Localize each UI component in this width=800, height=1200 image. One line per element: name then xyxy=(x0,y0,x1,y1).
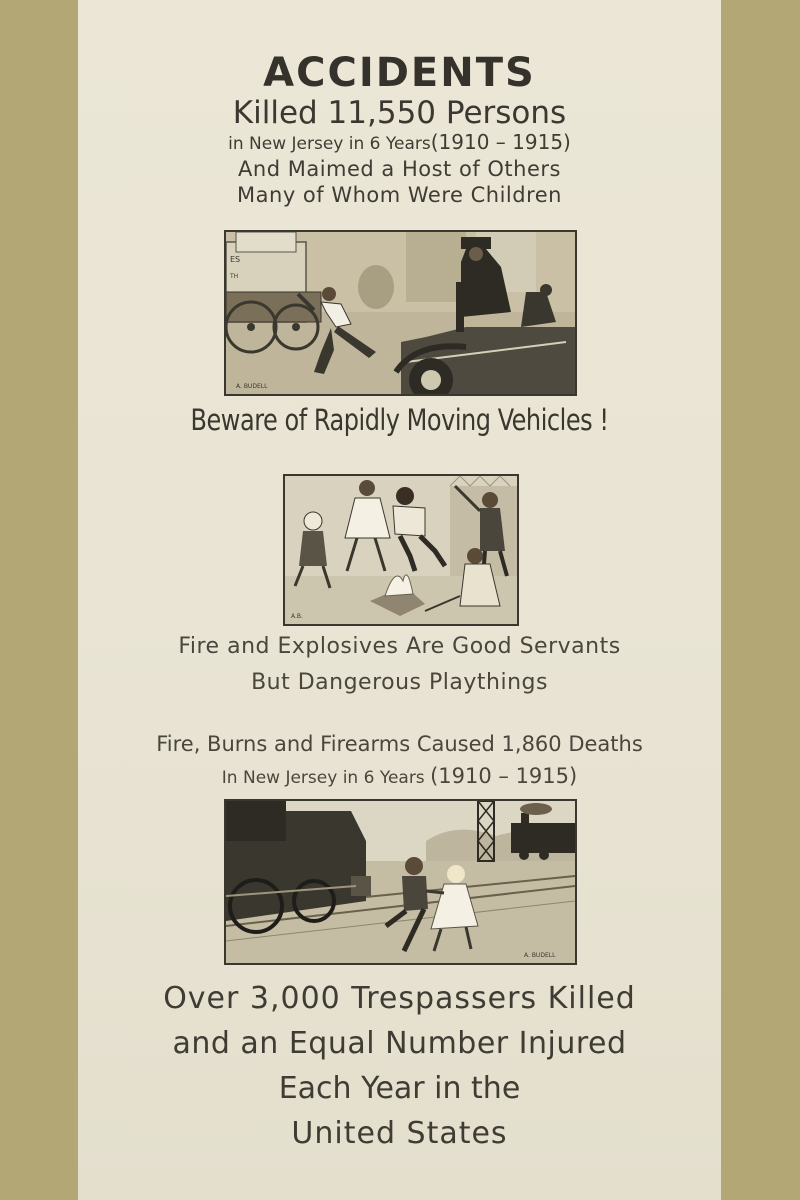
vehicle-sign-text: ES xyxy=(230,255,241,264)
vehicles-drawing xyxy=(226,232,575,394)
burns-deaths-line: Fire, Burns and Firearms Caused 1,860 Deaths xyxy=(156,732,643,756)
headline-years: (1910 – 1915) xyxy=(430,130,571,154)
vehicles-signature: A. BUDELL xyxy=(236,383,268,390)
headline-children: Many of Whom Were Children xyxy=(237,183,562,207)
fire-signature: A.B. xyxy=(291,613,303,620)
beware-vehicles-caption: Beware of Rapidly Moving Vehicles ! xyxy=(190,403,609,437)
fire-drawing xyxy=(285,476,517,624)
headline-maimed: And Maimed a Host of Others xyxy=(238,157,561,181)
fire-caption-line2: But Dangerous Playthings xyxy=(251,670,548,695)
illustration-fire xyxy=(283,474,519,626)
poster xyxy=(78,0,721,1200)
trespassers-line3: Each Year in the xyxy=(278,1071,521,1106)
trespassers-line1: Over 3,000 Trespassers Killed xyxy=(163,981,636,1016)
headline-location-text: in New Jersey in 6 Years xyxy=(228,134,431,154)
train-signature: A. BUDELL xyxy=(524,952,556,959)
trespassers-line4: United States xyxy=(291,1116,508,1151)
illustration-train xyxy=(224,799,577,965)
poster-title: ACCIDENTS xyxy=(263,50,536,96)
headline-location xyxy=(78,130,721,154)
train-drawing xyxy=(226,801,575,963)
headline-killed: Killed 11,550 Persons xyxy=(232,95,567,131)
trespassers-line2: and an Equal Number Injured xyxy=(172,1026,627,1061)
fire-caption-line1: Fire and Explosives Are Good Servants xyxy=(178,634,621,659)
burns-location-text: In New Jersey in 6 Years xyxy=(221,768,431,788)
vehicle-sign-text-2: TH xyxy=(230,273,239,280)
illustration-vehicles xyxy=(224,230,577,396)
burns-years: (1910 – 1915) xyxy=(430,764,578,788)
burns-location-line xyxy=(78,764,721,788)
